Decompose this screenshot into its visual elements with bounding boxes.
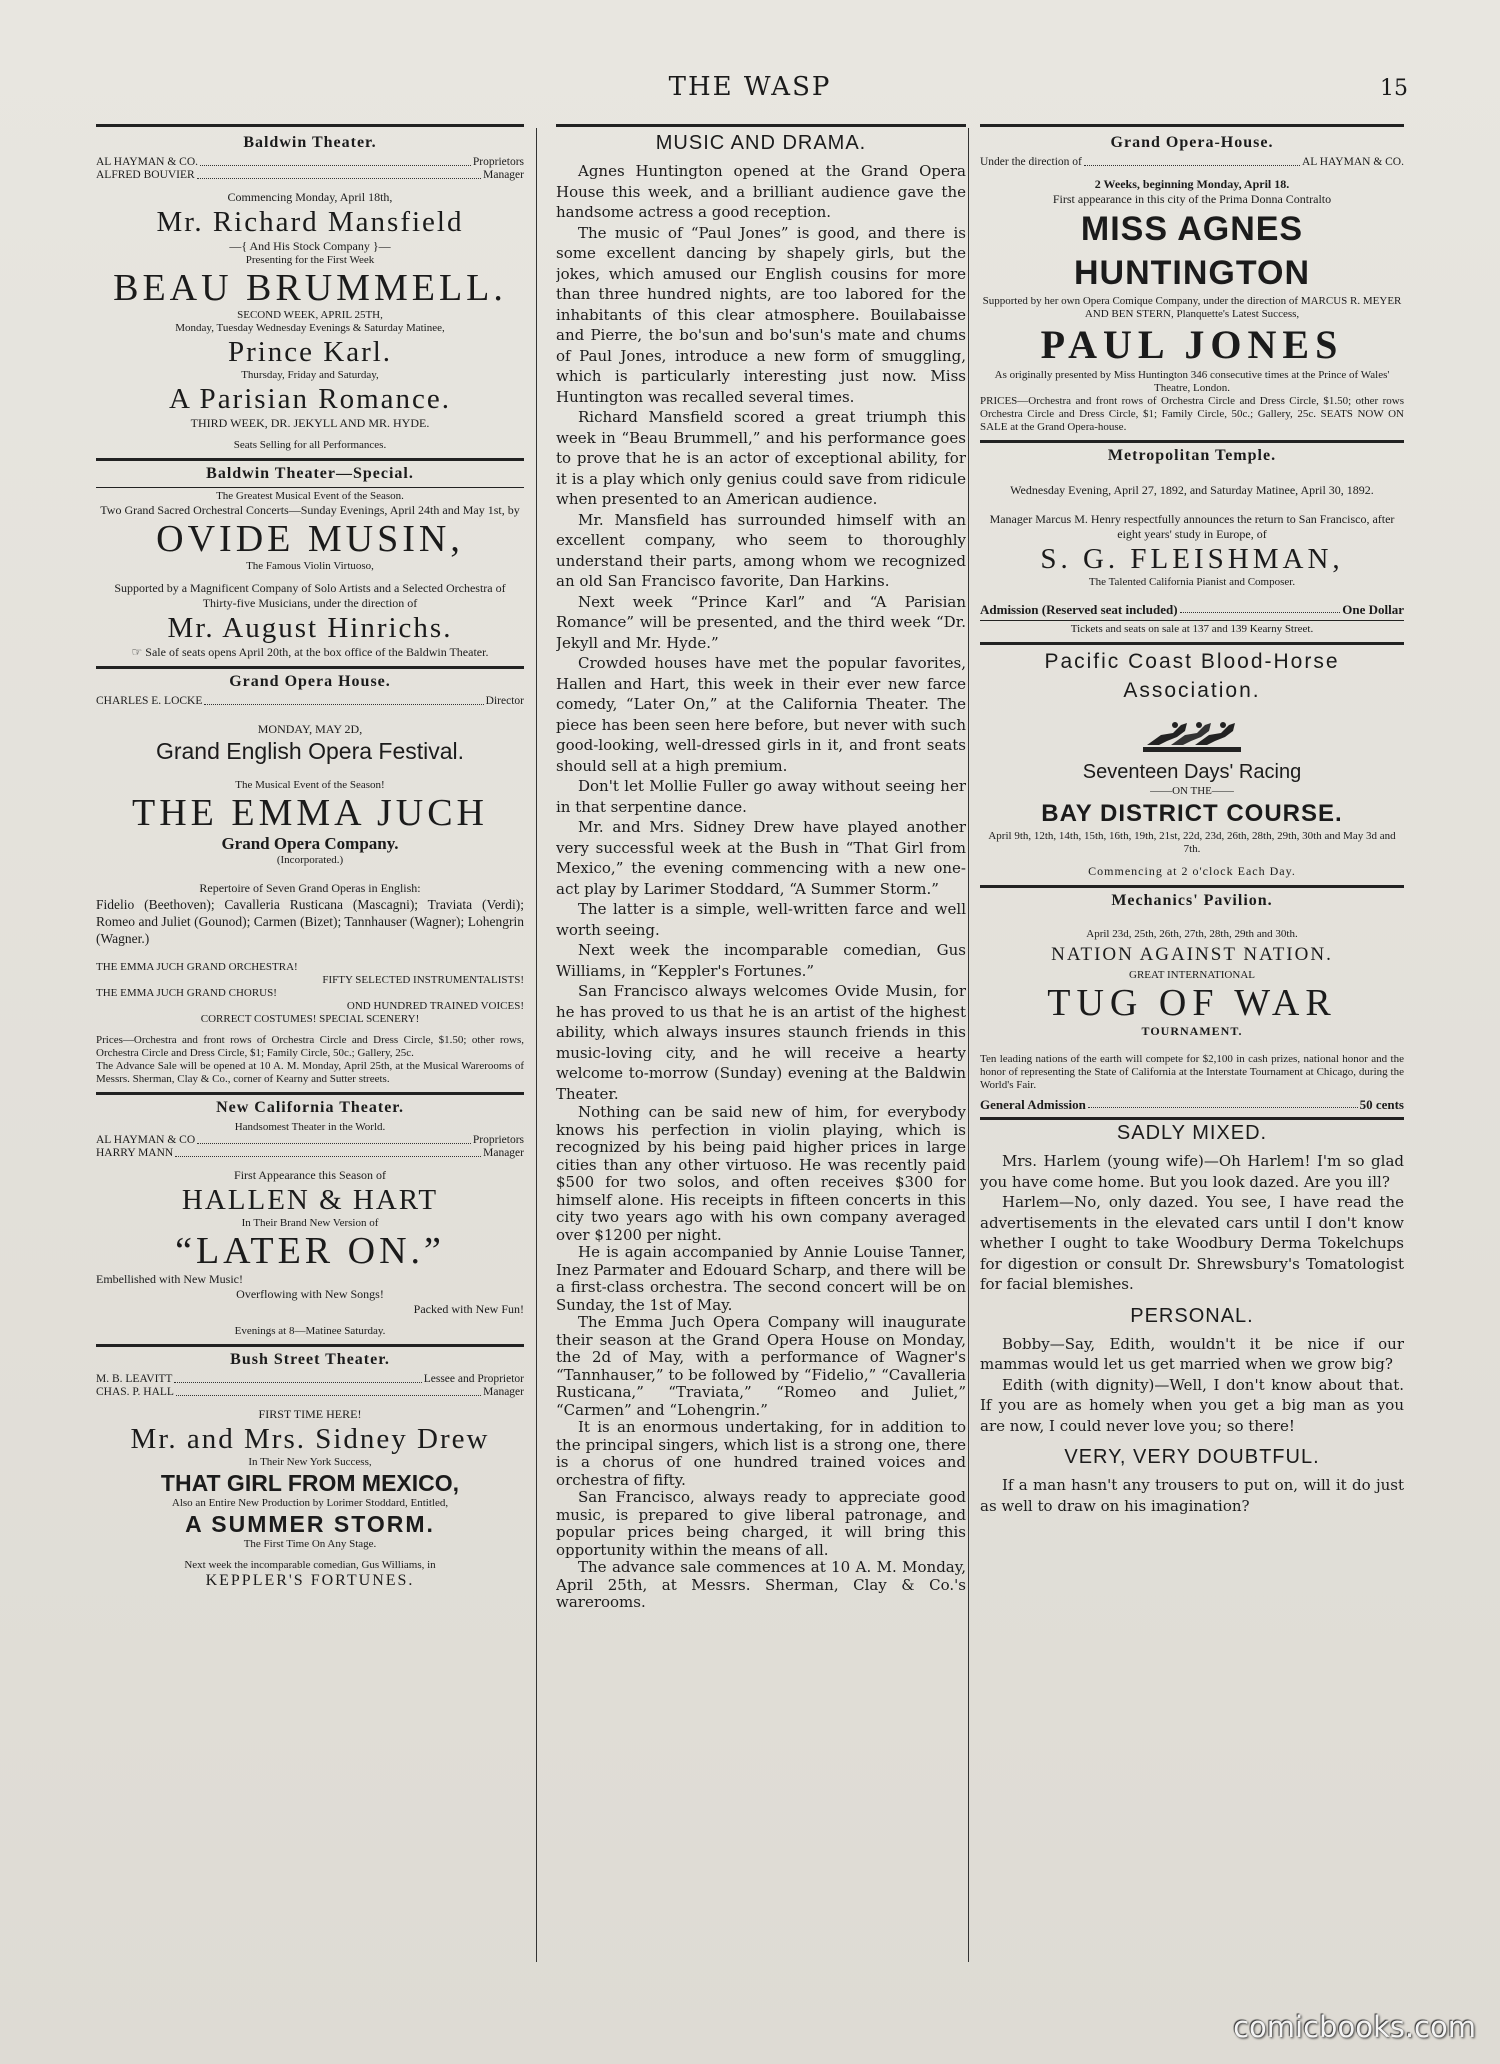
ad-headline: THE EMMA JUCH	[131, 792, 489, 834]
ad-grand-opera-house	[96, 673, 524, 1086]
ad-line: April 9th, 12th, 14th, 15th, 16th, 19th, 21st, 22d, 23d, 26th, 28th, 29th, 30th and May 3d and 7th.	[988, 830, 1396, 855]
column-divider	[968, 128, 969, 1962]
article-paragraph: Agnes Huntington opened at the Grand Opera House this week, and a brilliant audience gave the handsome actress a good reception.	[556, 162, 966, 221]
ad-baldwin-special	[96, 465, 524, 660]
ad-title: Baldwin Theater—Special.	[206, 465, 414, 482]
ad-divider	[96, 1344, 524, 1347]
ad-metropolitan-temple	[980, 447, 1404, 636]
ad-line: FIRST TIME HERE!	[258, 1407, 362, 1421]
ad-line: Handsomest Theater in the World.	[234, 1121, 386, 1133]
article-paragraph: San Francisco always welcomes Ovide Musin, for he has proved to us that he is an artist of the highest ability, which always insures staunch friends in this music-loving city, and he will receive a hearty welcome to-morrow (Sunday) evening at the Baldwin Theater.	[556, 982, 966, 1103]
ad-line: Supported by her own Opera Comique Company, under the direction of MARCUS R. MEYER AND BEN STERN, Planquette's Latest Success,	[982, 295, 1402, 320]
ad-line: Commencing at 2 o'clock Each Day.	[1088, 864, 1296, 878]
ad-line: FIFTY SELECTED INSTRUMENTALISTS!	[322, 974, 524, 986]
article-paragraph: Richard Mansfield scored a great triumph this week in “Beau Brummell,” and his performance goes to prove that he is an actor of exceptional ability, for it is a play which only genius could save from ridicule when presented to an American audience.	[556, 408, 966, 508]
article-paragraph: Next week “Prince Karl” and “A Parisian Romance” will be presented, and the third week “Dr. Jekyll and Mr. Hyde.”	[556, 592, 966, 652]
ad-headline: MISS AGNES HUNTINGTON	[1073, 210, 1311, 292]
ad-line: Grand Opera Company.	[221, 834, 399, 853]
ad-line: THE EMMA JUCH GRAND ORCHESTRA!	[96, 961, 298, 973]
ad-mechanics-pavilion	[980, 892, 1404, 1111]
ad-line: The Greatest Musical Event of the Season.	[216, 490, 404, 502]
ad-line: Two Grand Sacred Orchestral Concerts—Sunday Evenings, April 24th and May 1st, by	[100, 503, 520, 517]
ad-row: AL HAYMAN & CO Proprietors	[96, 1134, 524, 1146]
ad-line: Overflowing with New Songs!	[236, 1287, 384, 1301]
article-paragraph: Mr. Mansfield has surrounded himself with an excellent company, who seem to thoroughly understand their parts, among whom we recognized an old San Francisco favorite, Dan Harkins.	[556, 510, 966, 590]
ad-headline: KEPPLER'S FORTUNES.	[205, 1572, 415, 1589]
ad-row: Admission (Reserved seat included) One Dollar	[980, 602, 1404, 617]
ad-line: 2 Weeks, beginning Monday, April 18.	[1094, 177, 1290, 191]
ad-divider	[96, 1092, 524, 1095]
ad-line: Thursday, Friday and Saturday,	[241, 369, 379, 381]
racing-horses-icon	[1137, 711, 1247, 757]
ad-line: THIRD WEEK, DR. JEKYLL AND MR. HYDE.	[190, 416, 430, 430]
ad-line: ☞ Sale of seats opens April 20th, at the box office of the Baldwin Theater.	[131, 645, 489, 659]
ad-paragraph: The Advance Sale will be opened at 10 A. M. Monday, April 25th, at the Musical Warerooms of Messrs. Sherman, Clay & Co., corner of Kearny and Sutter streets.	[96, 1060, 524, 1085]
ad-divider	[980, 440, 1404, 443]
ad-row: CHARLES E. LOCKE Director	[96, 695, 524, 707]
ad-paragraph: Prices—Orchestra and front rows of Orchestra Circle and Dress Circle, $1.50; other rows, Orchestra Circle and Dress Circle, $1; Family Circle, 50c.; Gallery, 25c.	[96, 1034, 524, 1059]
ad-title: Grand Opera House.	[229, 673, 391, 690]
ad-title: Bush Street Theater.	[230, 1351, 390, 1368]
column-top-rule	[980, 124, 1404, 127]
article-heading: SADLY MIXED.	[1116, 1122, 1268, 1144]
article-paragraph: San Francisco, always ready to appreciate good music, is prepared to give liberal patronage, and popular prices being charged, it will bring this opportunity within the means of all.	[556, 1488, 966, 1559]
ad-row: General Admission 50 cents	[980, 1097, 1404, 1112]
ad-line: SECOND WEEK, APRIL 25TH,	[237, 309, 383, 321]
ad-line: Wednesday Evening, April 27, 1892, and Saturday Matinee, April 30, 1892.	[1010, 483, 1374, 497]
ad-line: Packed with New Fun!	[413, 1302, 524, 1316]
ad-divider	[96, 458, 524, 461]
ad-line: OND HUNDRED TRAINED VOICES!	[346, 1000, 524, 1012]
ad-headline: NATION AGAINST NATION.	[1051, 944, 1333, 965]
article-paragraph: The music of “Paul Jones” is good, and there is some excellent dancing by shapely girls, but the jokes, which amused our English cousins for more than three hundred nights, are too labored for the inhabitants of this clear atmosphere. Bouilabaisse and Pierre, the bo'sun and bo'sun's mate and chums of Paul Jones, introduce a new form of smuggling, which is particularly interesting just now. Miss Huntington was recalled several times.	[556, 223, 966, 406]
ad-blood-horse-association	[980, 647, 1404, 879]
ad-title: Mechanics' Pavilion.	[1111, 892, 1273, 909]
column-top-rule	[96, 124, 524, 127]
article-paragraph: Next week the incomparable comedian, Gus Williams, in “Keppler's Fortunes.”	[556, 941, 966, 980]
ad-title: New California Theater.	[216, 1099, 404, 1116]
page-header	[0, 72, 1500, 112]
ad-headline: BAY DISTRICT COURSE.	[1041, 800, 1343, 827]
ad-line: GREAT INTERNATIONAL	[1129, 969, 1255, 981]
article-paragraph: Bobby—Say, Edith, wouldn't it be nice if our mammas would let us get married when we grow big?	[980, 1334, 1404, 1373]
column-advertisements-left	[96, 130, 524, 1962]
ad-line: Supported by a Magnificent Company of Solo Artists and a Selected Orchestra of Thirty-five Musicians, under the direction of	[114, 581, 506, 610]
article-paragraph: Don't let Mollie Fuller go away without seeing her in that serpentine dance.	[556, 777, 966, 816]
ad-headline: A Parisian Romance.	[168, 383, 452, 415]
ad-divider	[980, 642, 1404, 645]
ad-paragraph: Ten leading nations of the earth will compete for $2,100 in cash prizes, national honor and the honor of representing the State of California at the Interstate Tournament at Chicago, during the World's Fair.	[980, 1053, 1404, 1091]
article-paragraph: It is an enormous undertaking, for in addition to the principal singers, which list is a strong one, there is a chorus of one hundred trained voices and orchestra of fifty.	[556, 1418, 966, 1489]
article-heading: VERY, VERY DOUBTFUL.	[1064, 1446, 1320, 1468]
ad-divider	[980, 885, 1404, 888]
ad-headline: PAUL JONES	[1040, 322, 1344, 367]
ad-line: Monday, Tuesday Wednesday Evenings & Saturday Matinee,	[175, 322, 445, 334]
ad-line: —{ And His Stock Company }—	[229, 239, 391, 253]
column-advertisements-right	[980, 130, 1404, 1962]
ad-line: April 23d, 25th, 26th, 27th, 28th, 29th and 30th.	[1086, 928, 1298, 940]
ad-paragraph: PRICES—Orchestra and front rows of Orchestra Circle and Dress Circle, $1.50; other rows Orchestra Circle and Dress Circle, $1; Family Circle, 50c.; Gallery, 25c. SEATS NOW ON SALE at the Grand Opera-house.	[980, 395, 1404, 433]
watermark: comicbooks.com	[1233, 2010, 1476, 2044]
article-body	[980, 1151, 1404, 1295]
ad-line: In Their New York Success,	[248, 1456, 372, 1468]
ad-row: CHAS. P. HALL Manager	[96, 1386, 524, 1398]
ad-line: The First Time On Any Stage.	[243, 1538, 377, 1550]
article-heading: PERSONAL.	[1130, 1304, 1254, 1327]
ad-line: CORRECT COSTUMES! SPECIAL SCENERY!	[200, 1013, 420, 1025]
ad-row: HARRY MANN Manager	[96, 1147, 524, 1159]
ad-headline: TUG OF WAR	[1047, 982, 1337, 1024]
ad-line: The Famous Violin Virtuoso,	[246, 560, 374, 572]
ad-line: Seats Selling for all Performances.	[233, 439, 387, 451]
ad-bush-street-theater	[96, 1351, 524, 1590]
masthead-title: THE WASP	[668, 72, 832, 102]
article-paragraph: Crowded houses have met the popular favorites, Hallen and Hart, this week in their ever new farce comedy, “Later On,” at the California Theater. The piece has been seen here before, but never with such good-looking, well-dressed girls in it, and front seats should sell at a high premium.	[556, 654, 966, 775]
ad-divider	[96, 666, 524, 669]
column-music-and-drama	[556, 130, 966, 1962]
ad-headline: Grand English Opera Festival.	[155, 738, 465, 764]
ad-headline: HALLEN & HART	[181, 1184, 439, 1216]
ad-line: The Talented California Pianist and Composer.	[1088, 576, 1296, 588]
ad-row: M. B. LEAVITT Lessee and Proprietor	[96, 1373, 524, 1385]
ad-headline: Prince Karl.	[227, 336, 393, 368]
ad-row: ALFRED BOUVIER Manager	[96, 169, 524, 181]
ad-line: Repertoire of Seven Grand Operas in English:	[199, 881, 421, 895]
ad-divider	[980, 1117, 1404, 1120]
ad-line: First Appearance this Season of	[234, 1168, 386, 1182]
ad-headline: Mr. Richard Mansfield	[156, 206, 464, 238]
ad-headline: OVIDE MUSIN,	[156, 518, 464, 560]
article-body	[556, 161, 966, 1612]
ad-headline: Mr. and Mrs. Sidney Drew	[130, 1423, 490, 1455]
article-paragraph: The Emma Juch Opera Company will inaugurate their season at the Grand Opera House on Monday, the 2d of May, with a performance of Wagner's “Tannhauser,” to be followed by “Fidelio,” “Cavalleria Rusticana,” “Traviata,” “Romeo and Juliet,” “Carmen” and “Lohengrin.”	[556, 1313, 966, 1419]
ad-headline: BEAU BRUMMELL.	[113, 267, 507, 309]
ad-headline: Seventeen Days' Racing	[1082, 761, 1302, 783]
ad-baldwin-theater	[96, 134, 524, 452]
ad-line: MONDAY, MAY 2D,	[257, 722, 363, 736]
ad-headline: A SUMMER STORM.	[185, 1511, 435, 1537]
ad-title: Baldwin Theater.	[243, 134, 377, 151]
ad-line: ——ON THE——	[1150, 785, 1234, 797]
article-paragraph: The latter is a simple, well-written farce and well worth seeing.	[556, 900, 966, 939]
ad-line: Manager Marcus M. Henry respectfully announces the return to San Francisco, after eight years' study in Europe, of	[989, 512, 1395, 541]
article-heading: MUSIC AND DRAMA.	[655, 132, 867, 154]
ad-line: (Incorporated.)	[276, 854, 344, 866]
ad-line: Tickets and seats on sale at 137 and 139 Kearny Street.	[1070, 623, 1314, 635]
ad-line: Next week the incomparable comedian, Gus Williams, in	[184, 1559, 436, 1571]
ad-line: Also an Entire New Production by Lorimer Stoddard, Entitled,	[171, 1497, 449, 1509]
article-paragraph: Harlem—No, only dazed. You see, I have read the advertisements in the elevated cars until I don't know whether I ought to take Woodbury Derma Tokelchups for digestion or consult Dr. Shrewsbury's Tomatologist for facial blemishes.	[980, 1193, 1404, 1293]
ad-line: THE EMMA JUCH GRAND CHORUS!	[96, 987, 277, 999]
article-body	[980, 1334, 1404, 1437]
article-body	[980, 1475, 1404, 1516]
article-paragraph: He is again accompanied by Annie Louise Tanner, Inez Parmater and Edouard Scharp, and there will be a first-class orchestra. The second concert will be on Sunday, the 1st of May.	[556, 1243, 966, 1314]
ad-line: Evenings at 8—Matinee Saturday.	[234, 1325, 386, 1337]
page-number: 15	[1380, 76, 1408, 101]
ad-grand-opera-house-huntington	[980, 134, 1404, 434]
article-paragraph: The advance sale commences at 10 A. M. Monday, April 25th, at Messrs. Sherman, Clay & Co.'s warerooms.	[556, 1558, 966, 1611]
ad-title: Grand Opera-House.	[1110, 134, 1274, 151]
ad-line: In Their Brand New Version of	[241, 1217, 379, 1229]
ad-line: Commencing Monday, April 18th,	[227, 190, 393, 204]
ad-line: Embellished with New Music!	[96, 1272, 243, 1286]
ad-paragraph: Fidelio (Beethoven); Cavalleria Rusticana (Mascagni); Traviata (Verdi); Romeo and Juliet (Gounod); Carmen (Bizet); Tannhauser (Wagner); Lohengrin (Wagner.)	[96, 897, 524, 946]
ad-row: Under the direction of AL HAYMAN & CO.	[980, 156, 1404, 168]
column-top-rule	[556, 124, 966, 127]
article-paragraph: Edith (with dignity)—Well, I don't know about that. If you are as homely when you get a big man as you are now, I could never love you; so there!	[980, 1375, 1404, 1435]
article-paragraph: Mr. and Mrs. Sidney Drew have played another very successful week at the Bush in “That Girl from Mexico,” the evening commencing with a new one-act play by Larimer Stoddard, “A Summer Storm.”	[556, 818, 966, 898]
ad-headline: THAT GIRL FROM MEXICO,	[160, 1470, 460, 1496]
ad-headline: Pacific Coast Blood-Horse Association.	[1044, 650, 1340, 702]
ad-new-california-theater	[96, 1099, 524, 1338]
ad-headline: Mr. August Hinrichs.	[167, 612, 453, 644]
ad-line: As originally presented by Miss Huntington 346 consecutive times at the Prince of Wales' Theatre, London.	[994, 369, 1390, 394]
ad-headline: “LATER ON.”	[175, 1230, 445, 1272]
ad-line: The Musical Event of the Season!	[235, 779, 385, 791]
ad-line: Presenting for the First Week	[245, 254, 375, 266]
article-paragraph: Mrs. Harlem (young wife)—Oh Harlem! I'm so glad you have come home. But you look dazed. Are you ill?	[980, 1152, 1404, 1191]
ad-line: TOURNAMENT.	[1141, 1024, 1243, 1038]
ad-line: First appearance in this city of the Prima Donna Contralto	[1052, 192, 1332, 206]
ad-headline: S. G. FLEISHMAN,	[1040, 543, 1344, 575]
ad-title: Metropolitan Temple.	[1107, 447, 1277, 464]
article-paragraph: Nothing can be said new of him, for everybody knows his perfection in violin playing, which is recognized by his being paid higher prices in large cities than any other virtuoso. He was recently paid $500 for two solos, and often receives $300 for himself alone. His receipts in fifteen concerts in this city two years ago with his own company averaged over $1200 per night.	[556, 1103, 966, 1244]
article-paragraph: If a man hasn't any trousers to put on, will it do just as well to draw on his imagination?	[980, 1476, 1404, 1515]
ad-row: AL HAYMAN & CO. Proprietors	[96, 156, 524, 168]
column-divider	[536, 128, 537, 1962]
